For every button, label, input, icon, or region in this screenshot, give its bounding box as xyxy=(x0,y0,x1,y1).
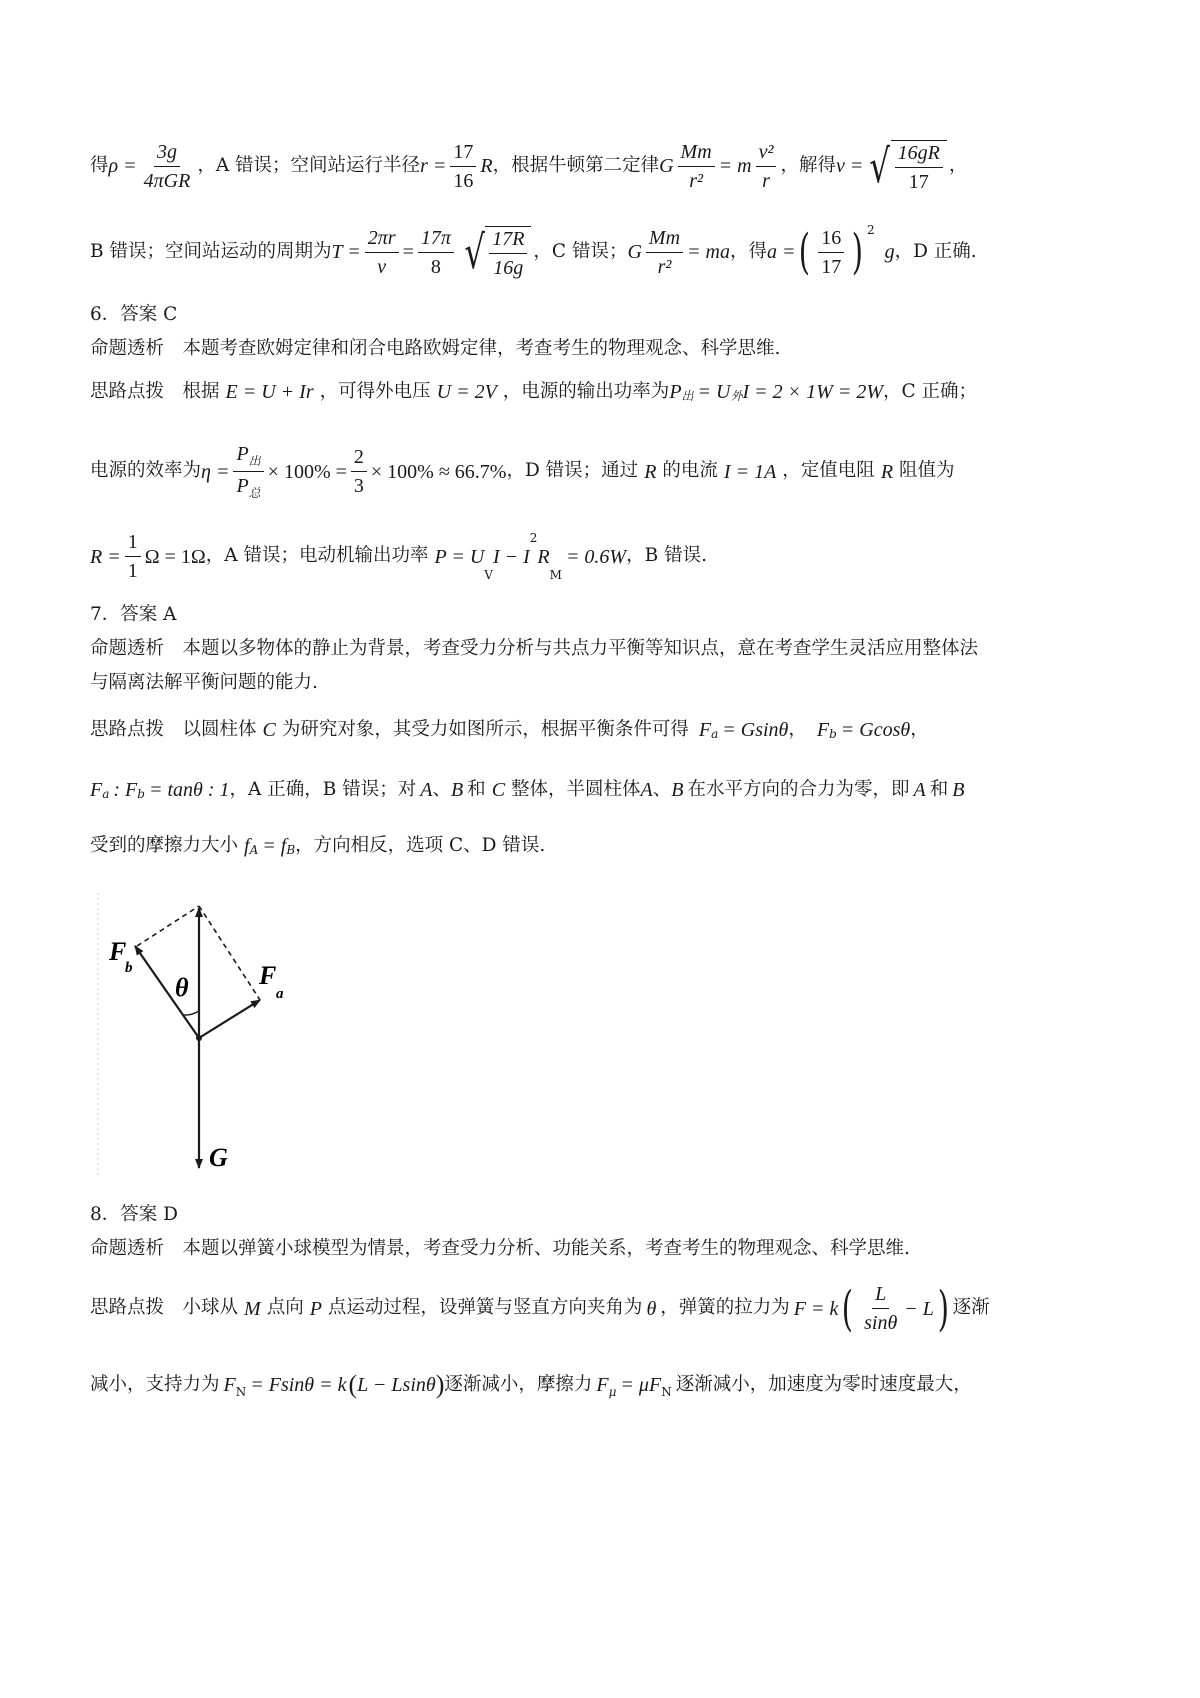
equals: = xyxy=(402,241,414,263)
fraction-T2 xyxy=(418,228,454,277)
formula: R = xyxy=(90,545,121,568)
numerator: 16gR xyxy=(895,143,943,168)
label-fb: F xyxy=(109,937,127,966)
formula: I − I xyxy=(492,545,530,568)
formula: × 100% = xyxy=(267,460,347,483)
fraction-a xyxy=(818,228,844,277)
symbol: M xyxy=(244,1297,261,1320)
label-g: G xyxy=(209,1143,228,1172)
label-fb-sub: b xyxy=(125,960,133,976)
symbol: B xyxy=(952,779,965,801)
text: 、 xyxy=(432,778,451,800)
subscript: a xyxy=(711,727,719,741)
text: 点运动过程，设弹簧与竖直方向夹角为 xyxy=(327,1297,643,1319)
denominator: 17 xyxy=(908,171,929,193)
text: 受到的摩擦力大小 xyxy=(90,834,239,856)
force-diagram xyxy=(95,888,325,1188)
q8-heading xyxy=(90,1206,1120,1225)
subscript: b xyxy=(829,727,837,741)
numerator: 17π xyxy=(418,228,454,253)
fraction-power xyxy=(233,444,263,499)
heading-text: 7．答案 A xyxy=(90,604,177,625)
formula: I = 2 × 1W = 2W xyxy=(742,381,883,403)
formula: E = U + Ir xyxy=(225,381,314,403)
fraction-Mm xyxy=(678,142,715,191)
formula-T: T = xyxy=(331,241,361,263)
formula: = 0.6W xyxy=(565,545,627,568)
force-origin xyxy=(196,1035,202,1041)
q8-line-2 xyxy=(90,1372,1120,1398)
q7-line-3 xyxy=(90,836,1120,856)
fraction-Mm xyxy=(646,228,683,277)
subscript: V xyxy=(484,568,493,582)
subscript: a xyxy=(102,787,110,801)
q7-line-1 xyxy=(90,720,1120,740)
text: ，A 正确，B 错误；对 xyxy=(229,778,417,800)
radical-sign: √ xyxy=(464,225,485,279)
analysis-text: 与隔离法解平衡问题的能力. xyxy=(90,672,318,693)
symbol: R xyxy=(537,545,550,568)
heading-text: 8．答案 D xyxy=(90,1204,178,1225)
symbol: B xyxy=(671,779,684,801)
formula: : F xyxy=(113,779,138,801)
denominator: 1 xyxy=(127,560,138,582)
label-fa-sub: a xyxy=(276,986,284,1002)
formula: F = k xyxy=(793,1297,839,1320)
fraction-2-3 xyxy=(351,447,367,496)
text: 整体，半圆柱体 xyxy=(511,778,641,800)
numerator: 3g xyxy=(154,142,180,167)
symbol: P xyxy=(309,1297,322,1320)
q6-line-2 xyxy=(90,444,1120,499)
symbol: θ xyxy=(646,1297,657,1320)
symbol-G: G xyxy=(627,241,642,263)
text: ，定值电阻 xyxy=(782,460,875,482)
subscript: 总 xyxy=(248,486,261,500)
text: ，弹簧的拉力为 xyxy=(660,1297,790,1319)
formula: = tanθ : 1 xyxy=(148,779,230,801)
numerator: Mm xyxy=(678,142,715,167)
formula: = Gsinθ xyxy=(722,719,789,741)
symbol: F xyxy=(223,1374,236,1396)
symbol: P xyxy=(236,443,249,465)
label-fa: F xyxy=(259,961,277,990)
symbol: F xyxy=(816,719,830,741)
text: 电源的效率为 xyxy=(90,460,202,482)
formula-ma: = ma xyxy=(687,241,730,263)
text: 在水平方向的合力为零，即 xyxy=(687,778,910,800)
denominator: 16 xyxy=(453,169,474,192)
sqrt-T xyxy=(460,226,532,278)
text: B 错误；空间站运动的周期为 xyxy=(90,240,332,262)
text: ，方向相反，选项 C、D 错误. xyxy=(295,834,546,856)
formula: U = 2V xyxy=(436,381,497,403)
symbol: A xyxy=(420,779,433,801)
text: ，得 xyxy=(729,240,767,262)
symbol: A xyxy=(640,779,653,801)
right-paren: ) xyxy=(851,224,864,280)
analysis-text: 命题透析 本题考查欧姆定律和闭合电路欧姆定律，考查考生的物理观念、科学思维. xyxy=(90,338,781,359)
numerator: L xyxy=(872,1284,889,1309)
text: 的电流 xyxy=(662,460,718,482)
fraction-T3 xyxy=(489,229,527,278)
text: ，C 正确； xyxy=(882,380,978,402)
left-paren: ( xyxy=(842,1280,854,1337)
denominator: sinθ xyxy=(864,1312,898,1334)
subscript: M xyxy=(549,568,562,582)
q8-line-1 xyxy=(90,1280,1120,1337)
formula: = U xyxy=(697,381,731,403)
formula: − L xyxy=(904,1297,934,1320)
text: 和 xyxy=(467,778,486,800)
dashed-line-fb xyxy=(137,906,199,946)
dashed-line-fa xyxy=(199,906,260,1000)
q7-line-2 xyxy=(90,780,1120,800)
text: ，D 正确. xyxy=(894,240,977,262)
denominator: r² xyxy=(657,255,672,278)
analysis-text: 命题透析 本题以弹簧小球模型为情景，考查受力分析、功能关系，考查考生的物理观念、科学思维. xyxy=(90,1238,910,1259)
denominator: 4πGR xyxy=(143,169,191,192)
text: 逐渐减小，摩擦力 xyxy=(444,1373,593,1395)
formula-v: v = xyxy=(835,155,864,177)
heading-text: 6．答案 C xyxy=(90,304,178,325)
q8-analysis xyxy=(90,1240,1120,1259)
text: ， xyxy=(910,718,929,740)
fa-arrow xyxy=(199,1000,260,1038)
formula-eta: η = xyxy=(201,460,230,483)
force-diagram-svg xyxy=(95,888,325,1188)
formula: = f xyxy=(262,835,287,857)
sqrt-v xyxy=(865,140,947,192)
numerator: Mm xyxy=(646,228,683,253)
analysis-text: 命题透析 本题以多物体的静止为背景，考查受力分析与共点力平衡等知识点，意在考查学生灵活应用整体法 xyxy=(90,638,979,659)
text: 思路点拨 以圆柱体 xyxy=(90,718,257,740)
formula-a: a = xyxy=(766,241,796,263)
line-1 xyxy=(90,140,1120,192)
formula: = Gcosθ xyxy=(840,719,911,741)
symbol: C xyxy=(262,719,276,741)
formula-r: r = xyxy=(420,155,447,177)
fb-arrow xyxy=(135,946,199,1038)
denominator: r² xyxy=(689,169,703,192)
q7-analysis-2 xyxy=(90,674,1120,693)
numerator: 2 xyxy=(351,447,367,472)
denominator: v xyxy=(377,255,387,278)
formula: P = U xyxy=(434,545,485,568)
text: ，A 错误；空间站运行半径 xyxy=(197,154,421,176)
numerator: 1 xyxy=(125,532,141,557)
symbol: B xyxy=(450,779,464,801)
formula: I = 1A xyxy=(723,460,777,483)
denominator: 16g xyxy=(493,257,524,279)
text: ，B 错误. xyxy=(626,545,707,567)
numerator: v² xyxy=(756,142,777,167)
formula-eq-m: = m xyxy=(718,155,752,177)
text: ，根据牛顿第二定律 xyxy=(492,154,660,176)
symbol: R xyxy=(644,460,657,483)
symbol: P xyxy=(669,381,682,403)
q7-heading xyxy=(90,606,1120,625)
subscript: B xyxy=(286,843,296,857)
numerator: 16 xyxy=(818,228,844,253)
superscript: 2 xyxy=(529,531,538,545)
numerator: 17 xyxy=(450,142,476,167)
formula: Ω = 1Ω xyxy=(144,545,206,568)
radical-sign: √ xyxy=(869,139,891,193)
subscript: μ xyxy=(608,1385,617,1399)
numerator: 17R xyxy=(489,229,527,254)
formula-rho: ρ = xyxy=(108,155,137,177)
right-paren: ) xyxy=(435,1370,445,1399)
angle-arc xyxy=(183,1011,199,1015)
left-paren: ( xyxy=(348,1370,358,1399)
denominator: 8 xyxy=(430,255,441,278)
symbol-G: G xyxy=(659,155,674,177)
fraction-1-1 xyxy=(125,532,141,581)
subscript: 出 xyxy=(681,389,694,403)
text: 点向 xyxy=(266,1297,304,1319)
q6-line-1 xyxy=(90,382,1120,402)
fraction-v xyxy=(895,143,943,192)
line-2 xyxy=(90,223,1120,280)
denominator xyxy=(233,472,263,499)
text: ，A 错误；电动机输出功率 xyxy=(205,545,429,567)
denominator: r xyxy=(762,169,770,192)
formula: = μF xyxy=(620,1374,662,1396)
text: ， xyxy=(788,718,807,740)
text: ， xyxy=(948,154,968,176)
symbol-R: R xyxy=(480,155,493,177)
text: 减小，支持力为 xyxy=(90,1373,220,1395)
text: ，电源的输出功率为 xyxy=(502,380,670,402)
denominator: 3 xyxy=(353,475,364,497)
text: 、 xyxy=(652,778,672,800)
q6-line-3 xyxy=(90,532,1120,581)
formula: × 100% ≈ 66.7% xyxy=(370,460,507,483)
right-paren: ) xyxy=(937,1280,949,1337)
symbol: F xyxy=(698,719,712,741)
subscript: 外 xyxy=(730,389,743,403)
text: ，D 错误；通过 xyxy=(506,460,639,482)
text: 和 xyxy=(929,778,949,800)
label-theta: θ xyxy=(175,973,189,1002)
subscript: b xyxy=(137,787,145,801)
exponent: 2 xyxy=(866,223,875,237)
symbol: A xyxy=(913,779,926,801)
text: 得 xyxy=(90,154,109,176)
symbol: f xyxy=(244,835,250,857)
formula: L − Lsinθ xyxy=(357,1374,436,1396)
left-paren: ( xyxy=(799,224,811,280)
text: ，可得外电压 xyxy=(319,380,431,402)
text: 思路点拨 根据 xyxy=(90,380,220,402)
fraction-v2 xyxy=(756,142,777,191)
text: 阻值为 xyxy=(899,460,955,482)
symbol: F xyxy=(90,779,103,801)
denominator: 17 xyxy=(821,255,842,278)
text: ，解得 xyxy=(780,154,836,176)
fraction-r xyxy=(450,142,476,191)
text: 为研究对象，其受力如图所示，根据平衡条件可得 xyxy=(281,718,689,740)
fraction-L-sin xyxy=(861,1284,900,1333)
numerator: 2πr xyxy=(365,228,399,253)
subscript: N xyxy=(235,1385,247,1399)
text: 逐渐减小，加速度为零时速度最大， xyxy=(675,1373,972,1395)
fraction-rho xyxy=(141,142,194,191)
symbol: P xyxy=(236,475,249,497)
subscript: A xyxy=(249,843,259,857)
subscript: 出 xyxy=(248,454,261,468)
q6-analysis xyxy=(90,340,1120,359)
fraction-T1 xyxy=(365,228,399,277)
subscript: N xyxy=(661,1385,672,1399)
q6-heading xyxy=(90,306,1120,325)
symbol: F xyxy=(596,1374,609,1396)
q7-analysis-1 xyxy=(90,640,1120,659)
formula: = Fsinθ = k xyxy=(250,1374,347,1396)
symbol: C xyxy=(491,779,506,801)
numerator xyxy=(233,444,263,472)
text: ，C 错误； xyxy=(533,240,628,262)
symbol: R xyxy=(880,460,894,483)
symbol-g: g xyxy=(884,241,895,263)
text: 思路点拨 小球从 xyxy=(90,1297,239,1319)
text: 逐渐 xyxy=(952,1297,990,1319)
